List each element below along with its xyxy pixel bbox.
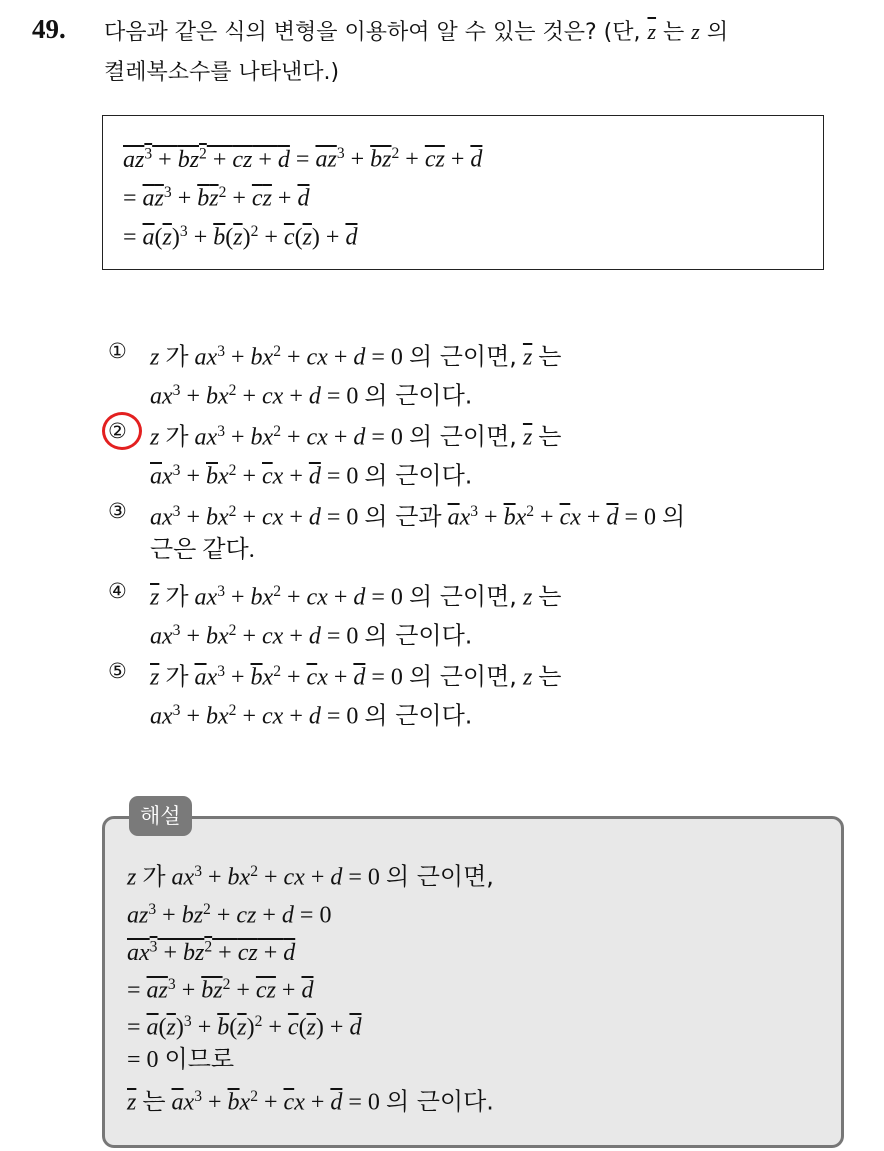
- choice-5[interactable]: ⑤ $\overline{z}$ 가 $\overline{a}x^3 + \overline{b}x^2 + \overline{c}x + \overline{d} = 0$ 의 근이면, z 는 $ax^3 + bx^2$ + cx + d = 0 의 근이다.: [108, 652, 868, 730]
- given-line-1: $az^3 + bz^2$ + cz + $d = \overline{az}^3 + \overline{bz}^2 + \overline{cz} + \overline{d}$: [123, 145, 483, 173]
- answer-choices: [108, 332, 868, 732]
- problem-number: 49.: [32, 14, 66, 44]
- choice-3[interactable]: ③ $ax^3 + bx^2$ + cx + d = 0 의 근과 $\overline{a}x^3 + \overline{b}x^2 + \overline{c}x + \overline{d} = 0$ 의 근은 같다.: [108, 492, 868, 570]
- choice-1[interactable]: ① z 가 $ax^3 + bx^2$ + cx + d = 0 의 근이면, $\overline{z}$ 는 $ax^3 + bx^2$ + cx + d = 0 의 근이다.: [108, 332, 868, 410]
- question-line-2: 켤레복소수를 나타낸다.): [104, 60, 340, 85]
- solution-line-4: = $\overline{az}^3 + \overline{bz}^2 + \overline{cz} + \overline{d}$: [127, 975, 314, 1004]
- solution-box: [102, 816, 844, 1148]
- choice-4[interactable]: ④ $\overline{z}$ 가 $ax^3 + bx^2$ + cx + d = 0 의 근이면, z 는 $ax^3 + bx^2$ + cx + d = 0 의 근이다.: [108, 572, 868, 650]
- question-line-1: 다음과 같은 식의 변형을 이용하여 알 수 있는 것은? (단, $\overline{z}$ 는 z 의: [104, 19, 729, 45]
- solution-line-5: = $\overline{a}(\overline{z})^3 + \overline{b}(\overline{z})^2 + \overline{c}(\overline{z}) + \overline{d}$: [127, 1013, 362, 1041]
- choice-marker: ③: [108, 499, 127, 523]
- solution-label: 해설: [129, 796, 192, 836]
- solution-line-6: = 0 이므로: [127, 1044, 235, 1073]
- given-line-2: = $\overline{a}\overline{z}^3 + \overline{b}\overline{z}^2 + \overline{c}\overline{z} + \overline{d}$: [123, 184, 310, 212]
- choice-marker: ④: [108, 579, 127, 603]
- question-text: [104, 12, 874, 93]
- choice-2[interactable]: ② z 가 $ax^3 + bx^2$ + cx + d = 0 의 근이면, $\overline{z}$ 는 $\overline{a}x^3 + \overline{b}x^2 + \overline{c}x + \overline{d} = 0$ 의 근이다.: [108, 412, 868, 490]
- solution-line-1: z 가 $ax^3 + bx^2$ + cx + d = 0 의 근이면,: [127, 862, 494, 891]
- given-derivation-box: [102, 115, 824, 270]
- solution-line-3: $ax^3 + bz^2$ + cz + d: [127, 938, 296, 966]
- solution-line-7: $\overline{z}$ 는 $\overline{a}x^3 + \overline{b}x^2 + \overline{c}x + \overline{d} = 0$ 의 근이다.: [127, 1087, 494, 1116]
- choice-3-line-2: 근은 같다.: [150, 537, 255, 563]
- choice-marker: ⑤: [108, 659, 127, 683]
- solution-line-2: $az^3 + bz^2$ + cz + d = 0: [127, 900, 332, 929]
- given-line-3: = $\overline{a}(\overline{z})^3 + \overline{b}(\overline{z})^2 + \overline{c}(\overline{z}) + \overline{d}$: [123, 223, 358, 251]
- choice-marker: ①: [108, 339, 127, 363]
- choice-marker: ②: [108, 419, 127, 443]
